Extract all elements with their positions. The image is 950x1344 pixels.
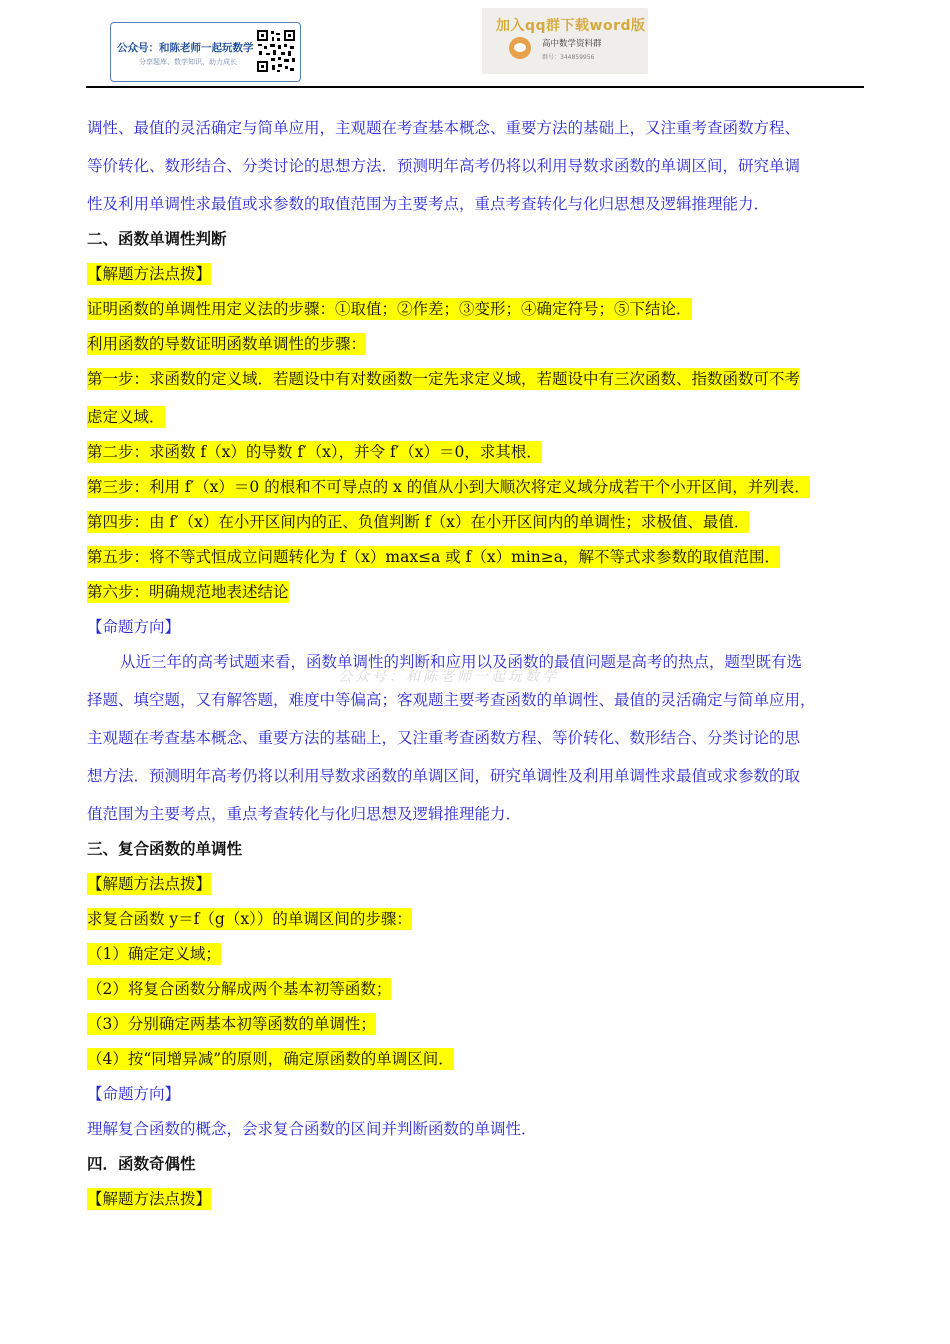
highlight-line: 第一步：求函数的定义域．若题设中有对数函数一定先求定义域，若题设中有三次函数、指数函数可不考	[87, 370, 801, 388]
highlight-line: 第五步：将不等式恒成立问题转化为 f（x）max≤a 或 f（x）min≥a，解不等式求参数的取值范围．	[87, 548, 781, 566]
paragraph-line: 调性、最值的灵活确定与简单应用，主观题在考查基本概念、重要方法的基础上，又注重考查函数方程、	[87, 119, 801, 137]
highlight-line: 第四步：由 f′（x）在小开区间内的正、负值判断 f（x）在小开区间内的单调性；求极值、最值．	[87, 513, 750, 531]
section-heading: 三、复合函数的单调性	[87, 839, 243, 858]
paragraph-line: 择题、填空题，又有解答题，难度中等偏高；客观题主要考查函数的单调性、最值的灵活确定与简单应用，	[87, 691, 816, 709]
highlight-line: 虑定义域．	[87, 408, 165, 426]
qq-penguin-icon	[509, 37, 531, 59]
banner-group-number: 群号：344859956	[542, 54, 595, 61]
logo-title: 公众号：和陈老师一起玩数学	[117, 42, 254, 54]
wechat-logo-box	[110, 22, 301, 82]
direction-tag: 【命题方向】	[87, 618, 181, 636]
method-tag: 【解题方法点拨】	[87, 875, 212, 893]
highlight-line: 证明函数的单调性用定义法的步骤：①取值；②作差；③变形；④确定符号；⑤下结论．	[87, 300, 692, 318]
paragraph-line: 主观题在考查基本概念、重要方法的基础上，又注重考查函数方程、等价转化、数形结合、分类讨论的思	[87, 729, 801, 747]
highlight-line: 利用函数的导数证明函数单调性的步骤：	[87, 335, 367, 353]
section-heading: 二、函数单调性判断	[87, 229, 227, 248]
highlight-line: （1）确定定义域；	[87, 945, 221, 963]
highlight-line: 第六步：明确规范地表述结论	[87, 583, 289, 601]
header-divider	[86, 86, 864, 88]
paragraph-line: 性及利用单调性求最值或求参数的取值范围为主要考点，重点考查转化与化归思想及逻辑推理能力．	[87, 195, 770, 213]
paragraph-line: 理解复合函数的概念，会求复合函数的区间并判断函数的单调性．	[87, 1120, 537, 1138]
highlight-line: 第二步：求函数 f（x）的导数 f′（x），并令 f′（x）＝0，求其根．	[87, 443, 542, 461]
watermark: 公众号：和陈老师一起玩数学	[338, 669, 559, 685]
highlight-line: （3）分别确定两基本初等函数的单调性；	[87, 1015, 376, 1033]
paragraph-line: 想方法．预测明年高考仍将以利用导数求函数的单调区间，研究单调性及利用单调性求最值或求参数的取	[87, 767, 801, 785]
highlight-line: （2）将复合函数分解成两个基本初等函数；	[87, 980, 392, 998]
method-tag: 【解题方法点拨】	[87, 265, 212, 283]
qr-code-icon	[255, 27, 297, 75]
highlight-line: 求复合函数 y＝f（g（x））的单调区间的步骤：	[87, 910, 412, 928]
highlight-line: （4）按“同增异减”的原则，确定原函数的单调区间．	[87, 1050, 454, 1068]
logo-subtitle: 分享题库、数学知识、助力成长	[139, 58, 237, 66]
highlight-line: 第三步：利用 f′（x）＝0 的根和不可导点的 x 的值从小到大顺次将定义域分成若干个小开区间，并列表．	[87, 478, 810, 496]
direction-tag: 【命题方向】	[87, 1085, 181, 1103]
banner-title: 加入qq群下载word版	[496, 18, 646, 34]
page-header	[0, 0, 950, 90]
paragraph-line: 从近三年的高考试题来看，函数单调性的判断和应用以及函数的最值问题是高考的热点，题型既有选	[120, 653, 803, 671]
section-heading: 四．函数奇偶性	[87, 1154, 196, 1173]
paragraph-line: 值范围为主要考点，重点考查转化与化归思想及逻辑推理能力．	[87, 805, 522, 823]
qq-group-banner[interactable]	[482, 8, 648, 74]
paragraph-line: 等价转化、数形结合、分类讨论的思想方法．预测明年高考仍将以利用导数求函数的单调区间，研究单调	[87, 157, 801, 175]
method-tag: 【解题方法点拨】	[87, 1190, 212, 1208]
banner-group-name: 高中数学资料群	[542, 39, 602, 49]
